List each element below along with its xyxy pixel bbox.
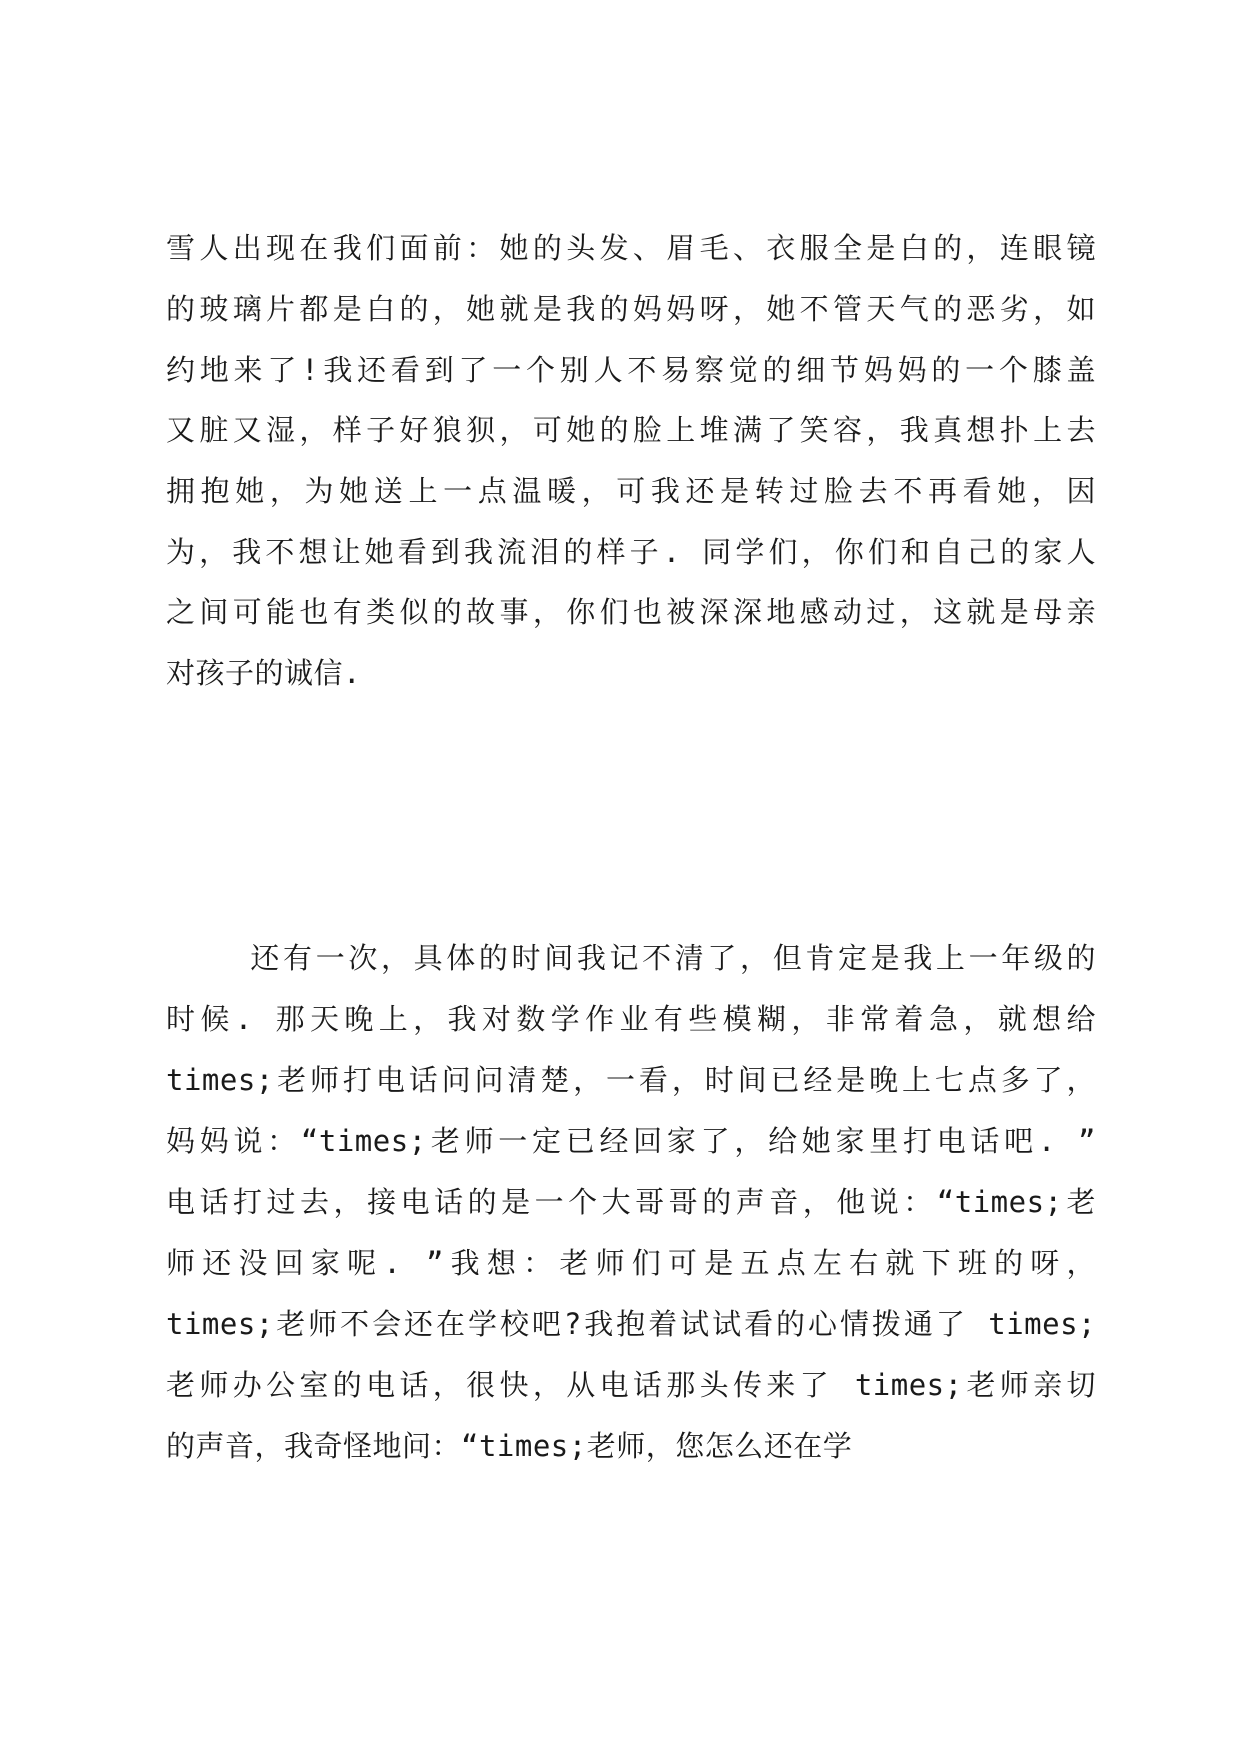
- text-line: times;老师不会还在学校吧?我抱着试试看的心情拨通了 times;: [166, 1307, 1096, 1341]
- text-line: 拥抱她，为她送上一点温暖，可我还是转过脸去不再看她，因: [166, 474, 1096, 508]
- text-line: 妈妈说：“times;老师一定已经回家了，给她家里打电话吧. ”: [166, 1124, 1096, 1158]
- text-line: 时候. 那天晚上，我对数学作业有些模糊，非常着急，就想给: [166, 1002, 1096, 1036]
- text-line: 老师办公室的电话，很快，从电话那头传来了 times;老师亲切: [166, 1368, 1096, 1402]
- text-line: 之间可能也有类似的故事，你们也被深深地感动过，这就是母亲: [166, 595, 1096, 629]
- text-line: 还有一次，具体的时间我记不清了，但肯定是我上一年级的: [166, 941, 1096, 975]
- text-line: 约地来了!我还看到了一个别人不易察觉的细节妈妈的一个膝盖: [166, 353, 1096, 387]
- text-line: 雪人出现在我们面前：她的头发、眉毛、衣服全是白的，连眼镜: [166, 231, 1096, 265]
- text-line: 电话打过去，接电话的是一个大哥哥的声音，他说：“times;老: [166, 1185, 1096, 1219]
- text-line: 的声音，我奇怪地问：“times;老师，您怎么还在学: [166, 1429, 853, 1463]
- text-line: 为，我不想让她看到我流泪的样子. 同学们，你们和自己的家人: [166, 535, 1096, 569]
- text-line: times;老师打电话问问清楚，一看，时间已经是晚上七点多了，: [166, 1063, 1096, 1097]
- text-line: 对孩子的诚信.: [166, 656, 361, 690]
- text-line: 又脏又湿，样子好狼狈，可她的脸上堆满了笑容，我真想扑上去: [166, 413, 1096, 447]
- text-line: 师还没回家呢. ”我想：老师们可是五点左右就下班的呀，: [166, 1246, 1096, 1280]
- text-line: 的玻璃片都是白的，她就是我的妈妈呀，她不管天气的恶劣，如: [166, 292, 1096, 326]
